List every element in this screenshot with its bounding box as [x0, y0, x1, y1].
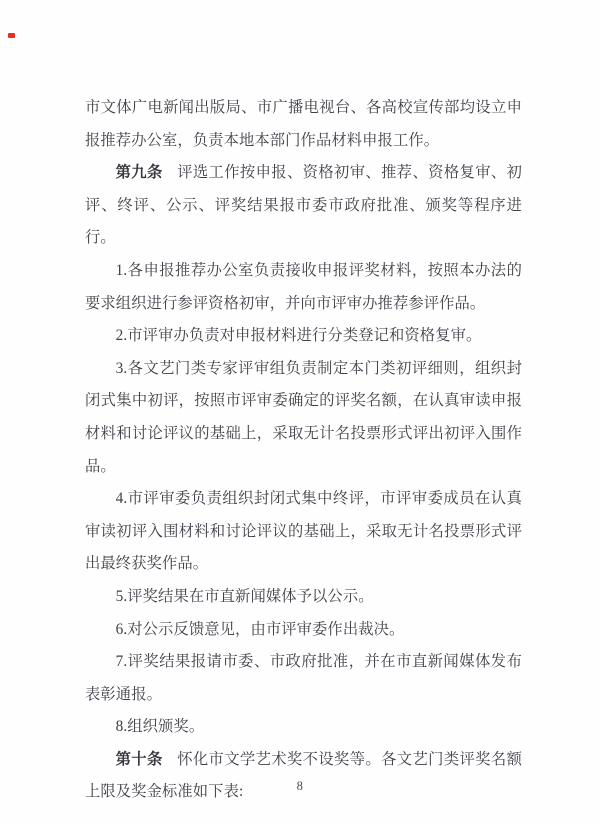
- document-body: [85, 92, 522, 809]
- paragraph-text: 7.评奖结果报请市委、市政府批准，并在市直新闻媒体发布表彰通报。: [85, 653, 522, 703]
- paragraph-item-2: [85, 320, 522, 353]
- page-number: 8: [296, 779, 304, 793]
- red-scan-mark: [8, 33, 15, 38]
- paragraph-text: 评选工作按申报、资格初审、推荐、资格复审、初评、终评、公示、评奖结果报市委市政府批准、颁奖等程序进行。: [85, 164, 522, 247]
- paragraph-item-8: [85, 711, 522, 744]
- paragraph-text: 2.市评审办负责对申报材料进行分类登记和资格复审。: [115, 327, 482, 345]
- article-9-heading: 第九条: [115, 164, 163, 182]
- paragraph-text: 4.市评审委负责组织封闭式集中终评，市评审委成员在认真审读初评入围材料和讨论评议的基础上，采取无计名投票形式评出最终获奖作品。: [85, 490, 522, 573]
- paragraph-text: 市文体广电新闻出版局、市广播电视台、各高校宣传部均设立申报推荐办公室，负责本地本部门作品材料申报工作。: [85, 99, 522, 149]
- paragraph: [85, 92, 522, 157]
- paragraph-item-4: [85, 483, 522, 581]
- paragraph-item-1: [85, 255, 522, 320]
- paragraph-item-6: [85, 614, 522, 647]
- paragraph-article-10: [85, 744, 522, 809]
- paragraph-text: 6.对公示反馈意见，由市评审委作出裁决。: [115, 620, 405, 638]
- paragraph-item-3: [85, 353, 522, 483]
- paragraph-article-9: [85, 157, 522, 255]
- paragraph-item-5: [85, 581, 522, 614]
- paragraph-text: 怀化市文学艺术奖不设奖等。各文艺门类评奖名额上限及奖金标准如下表:: [85, 750, 522, 801]
- paragraph-text: 3.各文艺门类专家评审组负责制定本门类初评细则，组织封闭式集中初评，按照市评审委确定的评奖名额，在认真审读申报材料和讨论评议的基础上，采取无计名投票形式评出初评入围作品。: [85, 359, 522, 475]
- paragraph-text: 5.评奖结果在市直新闻媒体予以公示。: [115, 587, 374, 605]
- paragraph-text: 8.组织颁奖。: [115, 718, 205, 736]
- paragraph-text: 1.各申报推荐办公室负责接收申报评奖材料，按照本办法的要求组织进行参评资格初审，并向市评审办推荐参评作品。: [85, 261, 522, 312]
- article-10-heading: 第十条: [115, 750, 163, 768]
- paragraph-item-7: [85, 646, 522, 711]
